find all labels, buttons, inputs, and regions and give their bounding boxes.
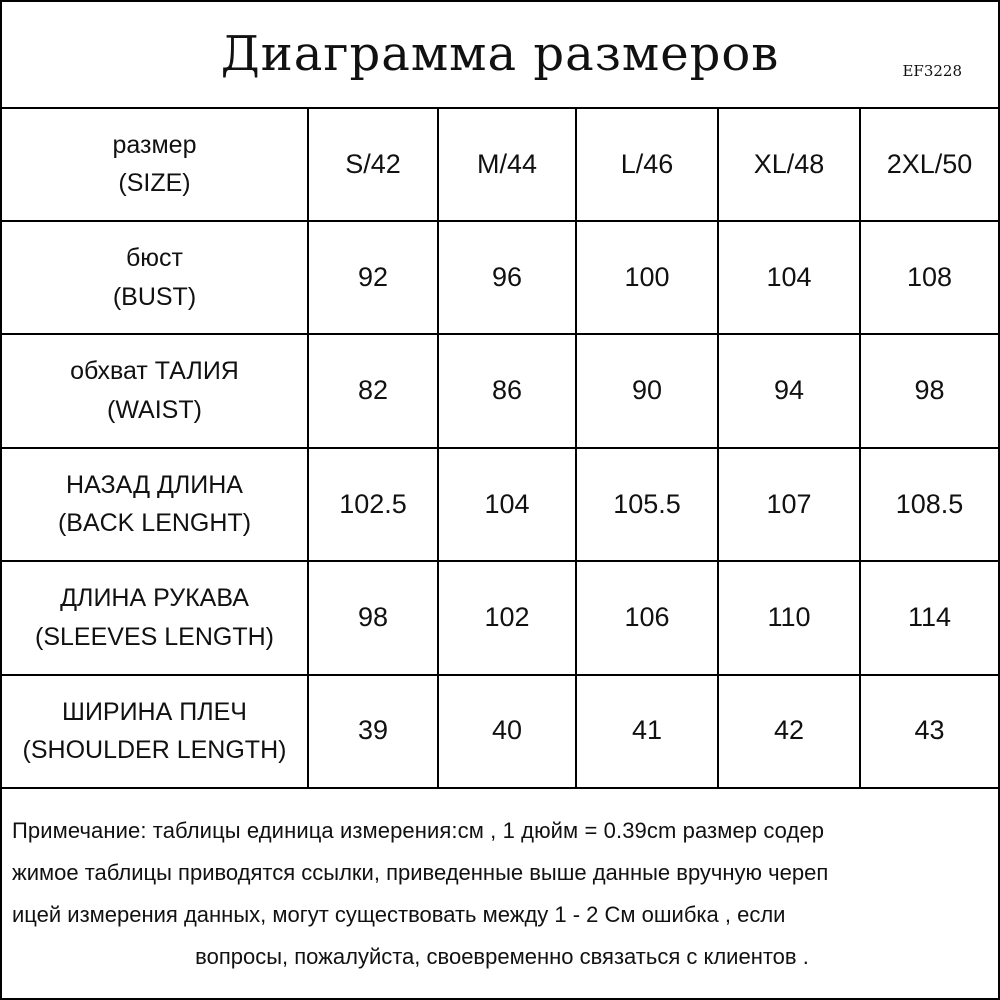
table-cell: 43 [860, 675, 998, 788]
row-label-en: (SLEEVES LENGTH) [35, 622, 274, 651]
row-label-ru: НАЗАД ДЛИНА [66, 470, 243, 499]
table-cell: 100 [576, 221, 718, 334]
row-label-ru: ШИРИНА ПЛЕЧ [62, 697, 247, 726]
table-cell: 82 [308, 334, 438, 447]
note-line: ицей измерения данных, могут существовать между 1 - 2 См ошибка , если [12, 902, 786, 927]
row-label-en: (BACK LENGHT) [57, 509, 252, 538]
size-table [2, 109, 998, 789]
table-cell: 110 [718, 561, 860, 674]
table-cell: 107 [718, 448, 860, 561]
row-label-en: (SIZE) [118, 169, 191, 198]
table-row [2, 675, 998, 788]
note-line: Примечание: таблицы единица измерения:см , 1 дюйм = 0.39cm размер содер [12, 818, 825, 843]
table-row [2, 448, 998, 561]
row-label-en: (SHOULDER LENGTH) [22, 736, 287, 765]
size-column-header: M/44 [438, 109, 576, 221]
row-label-en: (BUST) [112, 282, 197, 311]
table-row [2, 221, 998, 334]
table-cell: 41 [576, 675, 718, 788]
size-label-cell [2, 109, 308, 221]
table-cell: 114 [860, 561, 998, 674]
table-cell: 105.5 [576, 448, 718, 561]
row-label-cell [2, 221, 308, 334]
size-column-header: L/46 [576, 109, 718, 221]
table-cell: 98 [860, 334, 998, 447]
measurement-note [12, 810, 992, 978]
table-cell: 86 [438, 334, 576, 447]
table-cell: 90 [576, 334, 718, 447]
table-cell: 104 [718, 221, 860, 334]
table-cell: 42 [718, 675, 860, 788]
row-label-ru: обхват ТАЛИЯ [70, 357, 239, 386]
size-column-header: XL/48 [718, 109, 860, 221]
table-cell: 108.5 [860, 448, 998, 561]
table-header-row [2, 109, 998, 221]
row-label-cell [2, 448, 308, 561]
table-cell: 102.5 [308, 448, 438, 561]
row-label-ru: ДЛИНА РУКАВА [60, 584, 249, 613]
table-cell: 108 [860, 221, 998, 334]
row-label-ru: размер [112, 130, 197, 159]
row-label-en: (WAIST) [107, 396, 202, 425]
row-label-cell [2, 561, 308, 674]
table-cell: 40 [438, 675, 576, 788]
row-label-ru: бюст [125, 243, 184, 272]
table-row [2, 334, 998, 447]
table-cell: 104 [438, 448, 576, 561]
table-cell: 98 [308, 561, 438, 674]
row-label-cell [2, 675, 308, 788]
page-title: Диаграмма размеров [220, 26, 780, 82]
chart-header [2, 2, 998, 109]
size-column-header: 2XL/50 [860, 109, 998, 221]
product-code: EF3228 [902, 62, 962, 80]
note-line: жимое таблицы приводятся ссылки, приведенные выше данные вручную череп [12, 860, 829, 885]
size-column-header: S/42 [308, 109, 438, 221]
table-cell: 96 [438, 221, 576, 334]
table-cell: 94 [718, 334, 860, 447]
table-cell: 92 [308, 221, 438, 334]
table-row [2, 561, 998, 674]
table-cell: 102 [438, 561, 576, 674]
table-cell: 39 [308, 675, 438, 788]
note-line: вопросы, пожалуйста, своевременно связаться с клиентов . [195, 944, 809, 969]
table-cell: 106 [576, 561, 718, 674]
row-label-cell [2, 334, 308, 447]
